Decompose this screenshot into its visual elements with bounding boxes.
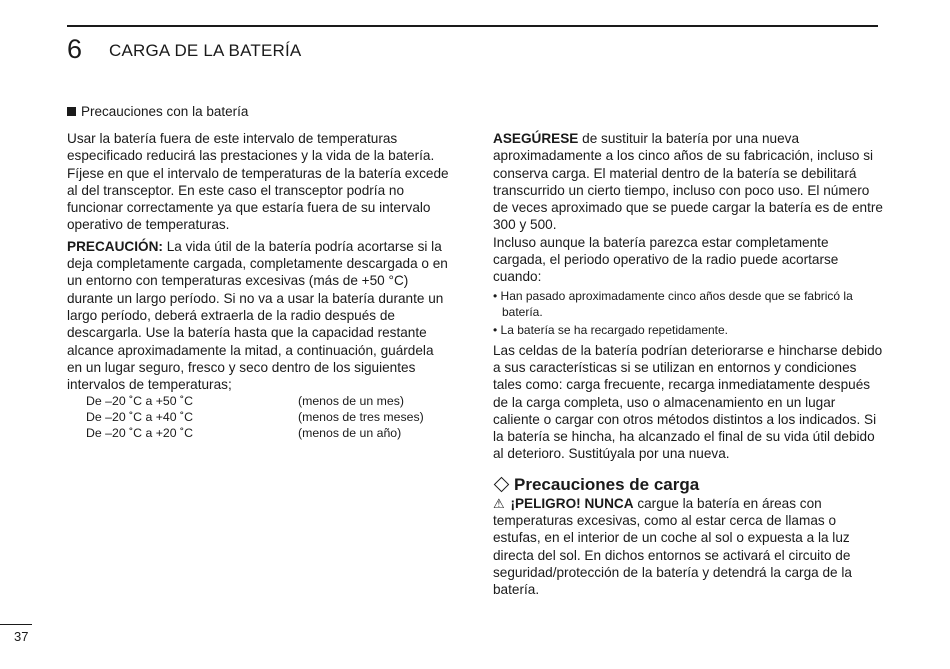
temperature-row	[86, 425, 452, 441]
temperature-row	[86, 409, 452, 425]
left-column	[67, 130, 452, 441]
temperature-row	[86, 393, 452, 409]
danger-text: cargue la batería en áreas con temperaturas excesivas, como al estar cerca de llamas o estufas, en el interior de un coche al sol o expuesta a la luz directa del sol. En dichos entornos se activará el circuito de seguridad/protección de la batería y detendrá la carga de la batería.	[493, 495, 852, 598]
header-rule	[67, 25, 878, 27]
ensure-label: ASEGÚRESE	[493, 131, 579, 146]
page-number-rule	[0, 624, 32, 625]
temp-period: (menos de tres meses)	[298, 410, 424, 425]
danger-paragraph	[493, 495, 883, 599]
temp-period: (menos de un mes)	[298, 394, 404, 409]
temperature-table	[86, 393, 452, 441]
page-number: 37	[14, 629, 29, 644]
square-bullet-icon	[67, 107, 76, 116]
temp-range: De –20 ˚C a +40 ˚C	[86, 410, 193, 425]
bullet-item: • Han pasado aproximadamente cinco años desde que se fabricó la batería.	[493, 288, 853, 319]
subheading-text: Precauciones con la batería	[81, 104, 249, 119]
section-title: Precauciones de carga	[514, 474, 700, 494]
caution-paragraph	[67, 238, 452, 394]
warning-triangle-icon: ⚠	[493, 495, 505, 511]
ensure-paragraph	[493, 130, 883, 234]
caution-label: PRECAUCIÓN:	[67, 238, 163, 254]
paragraph-temperature-range: Usar la batería fuera de este intervalo de temperaturas especificado reducirá las prestaciones y la vida de la batería. Fíjese en que el intervalo de temperaturas de la batería excede al del transceptor. En este caso el transceptor podría no funcionar correctamente ya que estaría fuera de su intervalo operativo de temperaturas.	[67, 131, 449, 233]
temp-range: De –20 ˚C a +20 ˚C	[86, 426, 193, 441]
diamond-icon	[494, 476, 510, 492]
chapter-number: 6	[67, 34, 83, 64]
section-heading	[493, 475, 883, 495]
danger-label: ¡PELIGRO! NUNCA	[510, 495, 634, 511]
chapter-title: CARGA DE LA BATERÍA	[109, 41, 302, 60]
bullet-item: • La batería se ha recargado repetidamente.	[493, 322, 729, 337]
temp-range: De –20 ˚C a +50 ˚C	[86, 394, 193, 409]
ensure-text: de sustituir la batería por una nueva aproximadamente a los cinco años de su fabricación, incluso si conserva carga. El material dentro de la batería se debilitará transcurrido un cierto tiempo, incluso con poco uso. El número de veces aproximado que se puede cargar la batería es de entre 300 y 500.	[493, 131, 883, 233]
right-column	[493, 130, 883, 599]
paragraph-operating-period: Incluso aunque la batería parezca estar completamente cargada, el periodo operativo de la radio puede acortarse cuando:	[493, 234, 839, 285]
caution-text: La vida útil de la batería podría acortarse si la deja completamente cargada, completamente descargada o en un entorno con temperaturas excesivas (más de +50 °C) durante un largo período. Si no va a usar la batería durante un largo período, deberá extraerla de la radio después de descargarla. Use la batería hasta que la capacidad restante alcance aproximadamente la mitad, a continuación, guárdela en un lugar seguro, fresco y seco dentro de los siguientes intervalos de temperaturas;	[67, 238, 448, 393]
temp-period: (menos de un año)	[298, 426, 402, 441]
subheading	[67, 103, 248, 120]
paragraph-cell-swelling: Las celdas de la batería podrían deteriorarse e hincharse debido a sus características si se utilizan en entornos y condiciones tales como: carga frecuente, recarga inmediatamente después de la carga completa, uso o almacenamiento en un lugar caliente o cargar con otros métodos distintos a los indicados. Si la batería se hincha, ha alcanzado el final de su vida útil debido al deterioro. Sustitúyala por una nueva.	[493, 342, 883, 462]
